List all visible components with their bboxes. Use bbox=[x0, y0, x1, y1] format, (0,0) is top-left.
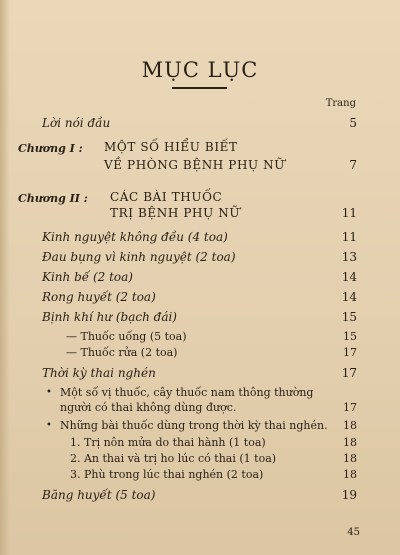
page-folio-number: 45 bbox=[347, 527, 360, 538]
toc-entry-page: 17 bbox=[341, 366, 357, 380]
toc-entry-label: Lời nói đầu bbox=[42, 116, 111, 130]
toc-entry-page: 14 bbox=[341, 270, 357, 284]
toc-entry-page: 14 bbox=[341, 290, 357, 304]
chapter-title-line2: VỀ PHÒNG BỆNH PHỤ NỮ bbox=[104, 158, 285, 172]
chapter-title-line1: MỘT SỐ HIỂU BIẾT bbox=[104, 140, 238, 154]
toc-entry-page: 18 bbox=[343, 452, 357, 465]
title-underline bbox=[172, 87, 227, 89]
toc-entry-label: Thời kỳ thai nghén bbox=[42, 366, 156, 380]
page-title: MỤC LỤC bbox=[141, 58, 259, 82]
toc-entry-page: 15 bbox=[341, 310, 357, 324]
toc-entry-label: — Thuốc rửa (2 toa) bbox=[66, 346, 178, 359]
page-column-header: Trang bbox=[325, 98, 356, 109]
toc-entry-page: 18 bbox=[343, 468, 357, 481]
toc-entry-label: Rong huyết (2 toa) bbox=[42, 290, 156, 304]
toc-entry-label: Kinh bế (2 toa) bbox=[42, 270, 133, 284]
toc-entry-label: Những bài thuốc dùng trong thời kỳ thai nghén. bbox=[60, 419, 328, 432]
toc-entry-label: Kinh nguyệt không đều (4 toa) bbox=[42, 230, 228, 244]
toc-entry-page: 17 bbox=[343, 401, 357, 414]
toc-entry-label: Đau bụng vì kinh nguyệt (2 toa) bbox=[42, 250, 236, 264]
toc-entry-label: 2. An thai và trị ho lúc có thai (1 toa) bbox=[70, 452, 277, 465]
toc-entry-label: Một số vị thuốc, cây thuốc nam thông thường bbox=[60, 386, 314, 399]
toc-entry-page: 19 bbox=[341, 488, 357, 502]
toc-entry-page: 18 bbox=[343, 436, 357, 449]
bullet-icon: • bbox=[46, 387, 52, 398]
toc-entry-page: 17 bbox=[343, 346, 357, 359]
toc-entry-page: 11 bbox=[341, 230, 357, 244]
toc-entry-label: — Thuốc uống (5 toa) bbox=[66, 330, 187, 343]
bullet-icon: • bbox=[46, 420, 52, 431]
toc-entry-label: 1. Trị nôn mửa do thai hành (1 toa) bbox=[70, 436, 266, 449]
chapter-title-line2: TRỊ BỆNH PHỤ NỮ bbox=[110, 206, 241, 220]
toc-entry-label: người có thai không dùng được. bbox=[60, 401, 237, 414]
toc-entry-label: Băng huyết (5 toa) bbox=[42, 488, 156, 502]
toc-entry-label: Bịnh khí hư (bạch đái) bbox=[42, 310, 177, 324]
chapter-number: Chương I : bbox=[18, 142, 83, 155]
toc-entry-page: 18 bbox=[343, 419, 357, 432]
chapter-number: Chương II : bbox=[18, 192, 88, 205]
toc-entry-label: 3. Phù trong lúc thai nghén (2 toa) bbox=[70, 468, 264, 481]
toc-entry-page: 11 bbox=[341, 206, 357, 220]
toc-entry-page: 13 bbox=[341, 250, 357, 264]
chapter-title-line1: CÁC BÀI THUỐC bbox=[110, 190, 223, 204]
page-spine-shadow bbox=[0, 0, 10, 555]
toc-entry-page: 15 bbox=[343, 330, 357, 343]
toc-entry-page: 5 bbox=[349, 116, 357, 130]
toc-entry-page: 7 bbox=[349, 158, 357, 172]
